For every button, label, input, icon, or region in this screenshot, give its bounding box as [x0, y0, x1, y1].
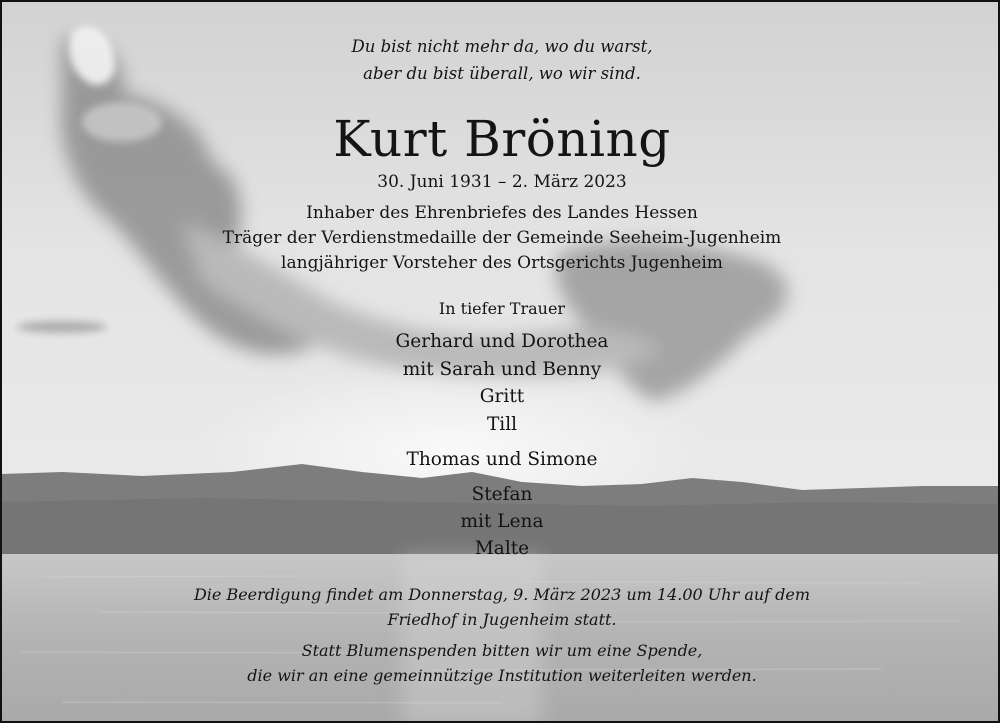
mourning-label: In tiefer Trauer: [438, 299, 566, 318]
deceased-name: Kurt Bröning: [333, 110, 671, 168]
motto-line: Du bist nicht mehr da, wo du warst,: [351, 37, 653, 56]
motto-line: aber du bist überall, wo wir sind.: [363, 64, 641, 83]
funeral-notice: Die Beerdigung findet am Donnerstag, 9. März 2023 um 14.00 Uhr auf dem: [193, 585, 811, 604]
family-member: Thomas und Simone: [406, 449, 598, 470]
honor-line: Träger der Verdienstmedaille der Gemeinde Seeheim-Jugenheim: [222, 228, 782, 248]
obituary-text: [2, 2, 1000, 723]
family-member: Malte: [474, 538, 530, 559]
family-member: Gritt: [479, 386, 525, 407]
family-member: mit Lena: [460, 511, 544, 532]
family-member: mit Sarah und Benny: [402, 359, 602, 380]
funeral-notice: Friedhof in Jugenheim statt.: [387, 610, 617, 629]
family-member: Till: [486, 414, 518, 435]
family-member: Stefan: [471, 484, 533, 505]
family-member: Gerhard und Dorothea: [395, 331, 609, 352]
donation-notice: Statt Blumenspenden bitten wir um eine Spende,: [301, 641, 703, 660]
honor-line: langjähriger Vorsteher des Ortsgerichts Jugenheim: [281, 253, 723, 273]
honor-line: Inhaber des Ehrenbriefes des Landes Hessen: [306, 203, 698, 223]
life-dates: 30. Juni 1931 – 2. März 2023: [377, 172, 627, 192]
donation-notice: die wir an eine gemeinnützige Institution weiterleiten werden.: [247, 666, 757, 685]
